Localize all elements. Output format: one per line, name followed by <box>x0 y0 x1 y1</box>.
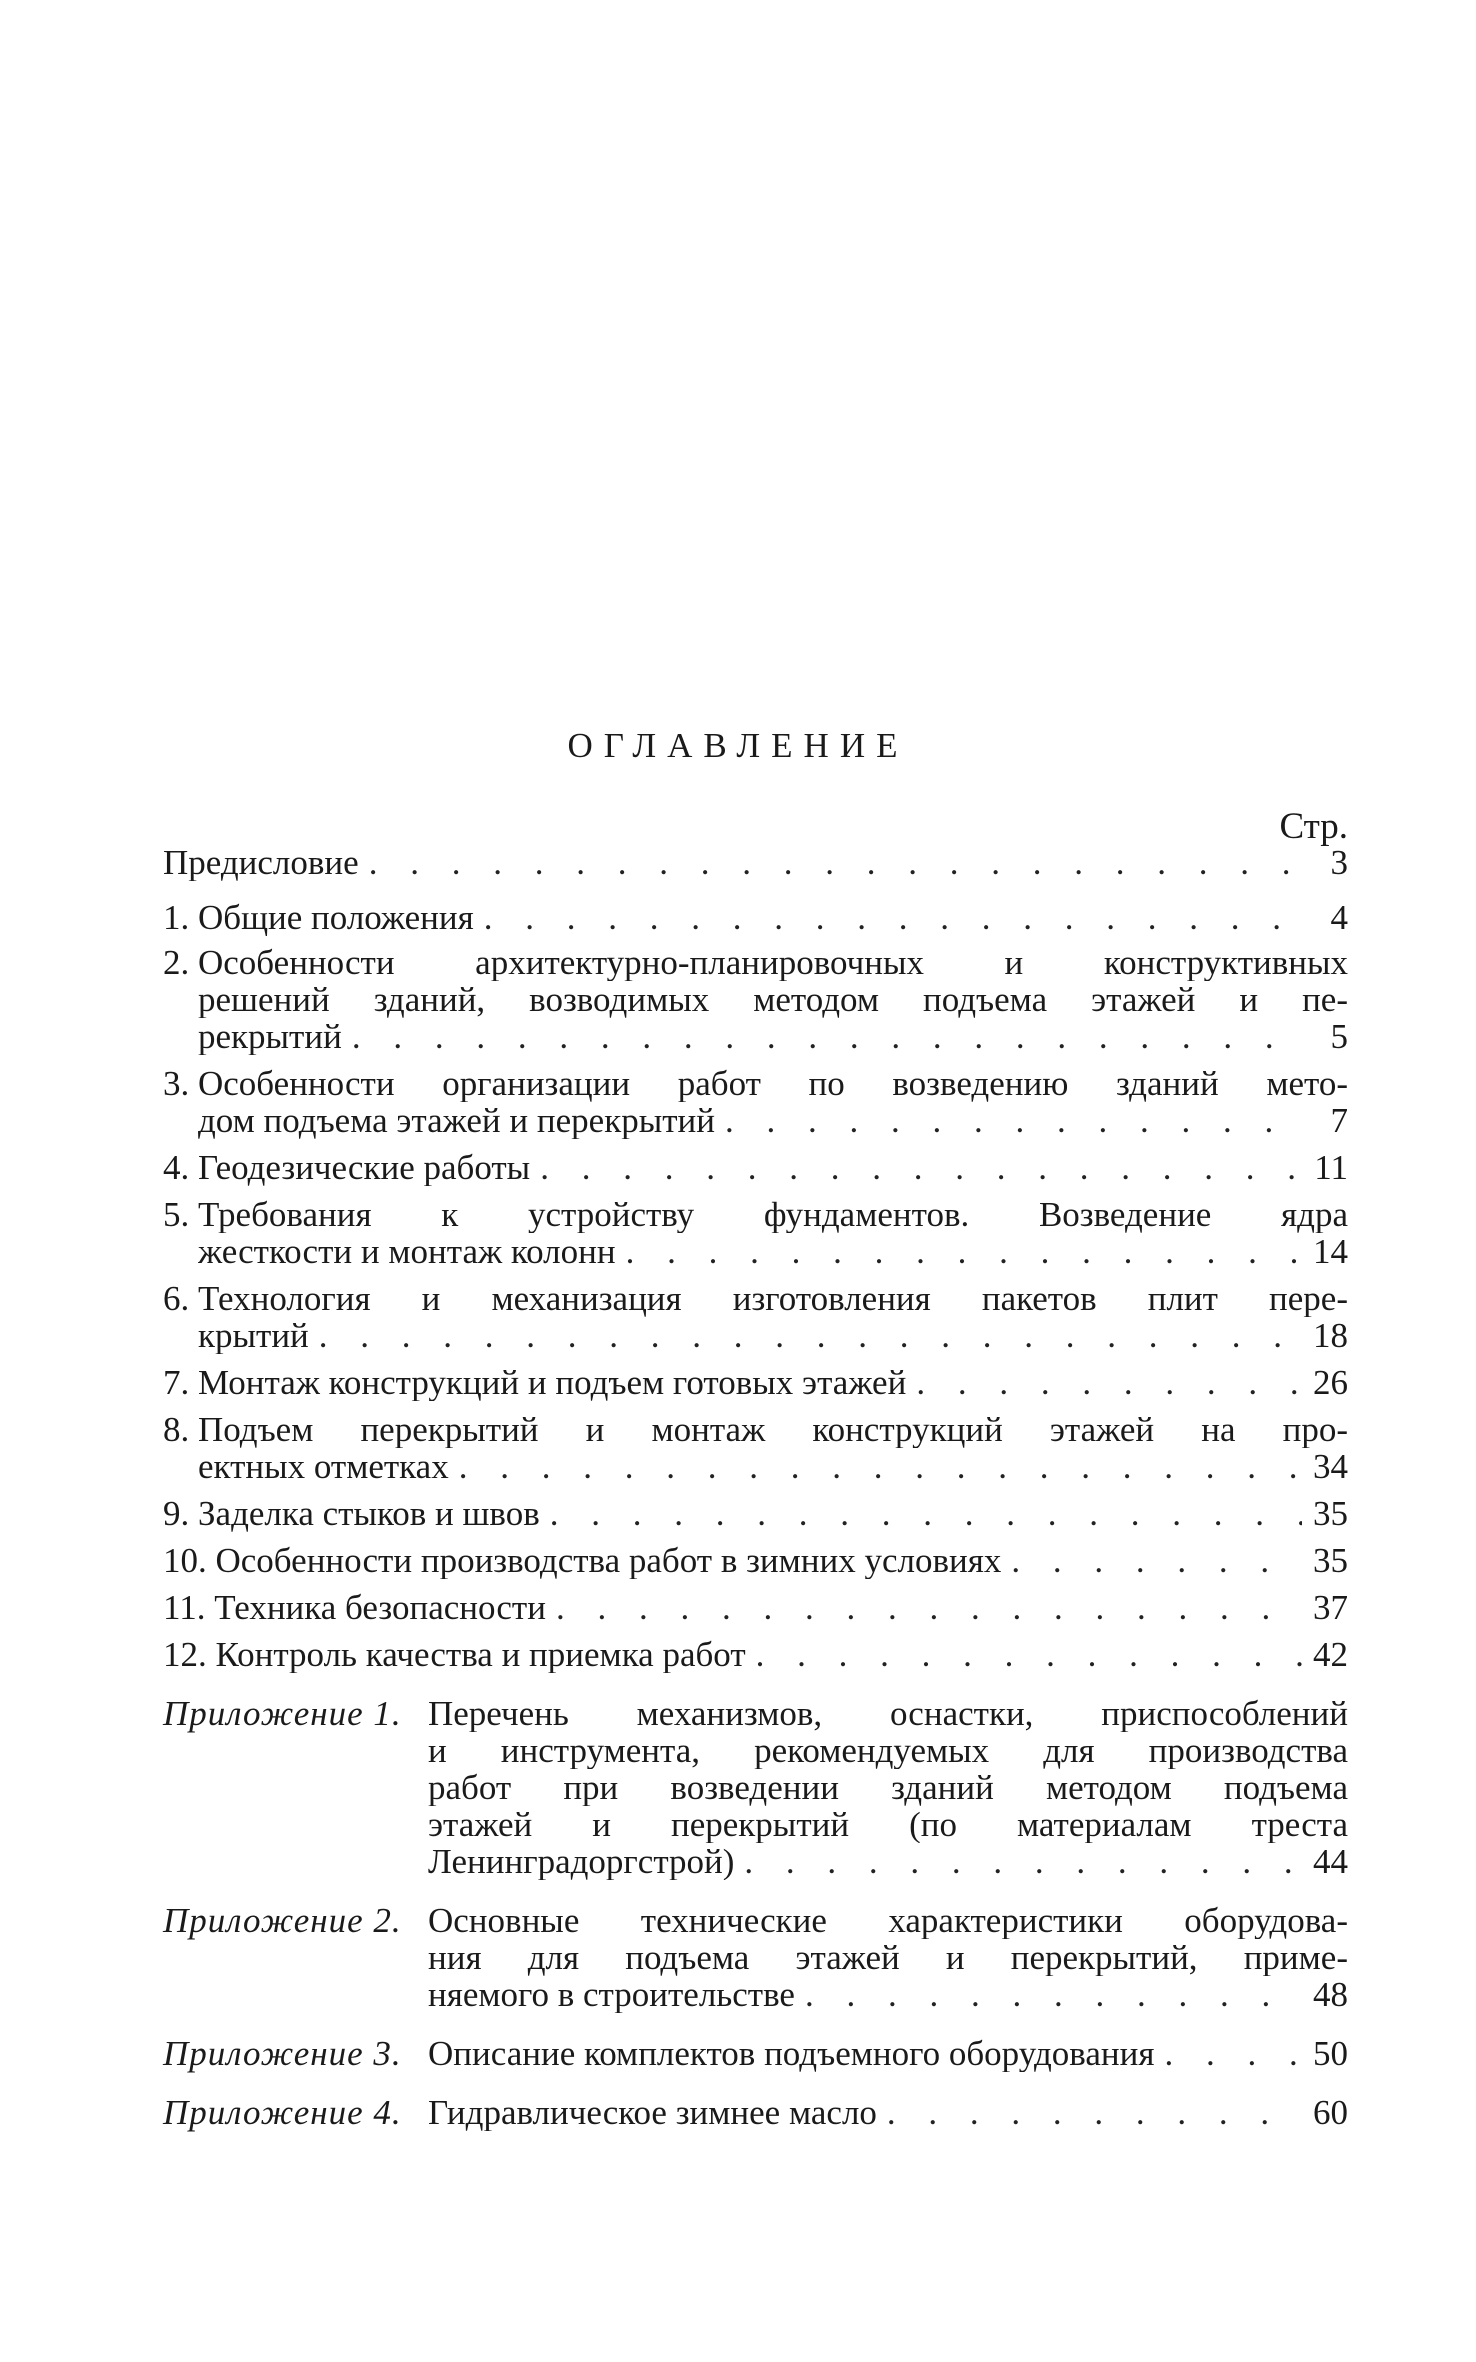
dot-leader <box>715 1102 1302 1139</box>
dot-leader <box>474 899 1302 936</box>
toc-appendix-2[interactable] <box>163 1902 1348 2013</box>
toc-appendix-1[interactable] <box>163 1695 1348 1880</box>
appendix-label: Приложение 4. <box>163 2093 402 2132</box>
dot-leader <box>795 1976 1302 2013</box>
entry-page-number: 11 <box>1314 1149 1348 1186</box>
dot-leader <box>1154 2035 1302 2072</box>
page-column-header: Стр. <box>1279 806 1348 847</box>
toc-entry-4[interactable] <box>163 1149 1348 1186</box>
dot-leader <box>530 1149 1302 1186</box>
entry-title-line: рекрытий <box>198 1018 342 1055</box>
dot-leader <box>359 844 1302 881</box>
entry-title-line: Основные технические характеристики оборудова- <box>428 1902 1348 1939</box>
toc-appendix-3[interactable] <box>163 2035 1348 2072</box>
entry-title-line: ния для подъема этажей и перекрытий, приме- <box>428 1939 1348 1976</box>
entry-title-line: Перечень механизмов, оснастки, приспособлений <box>428 1695 1348 1732</box>
entry-number: 7. <box>163 1363 198 1402</box>
entry-title-line: крытий <box>198 1317 309 1354</box>
entry-title-line: Техника безопасности <box>214 1589 546 1626</box>
entry-title-line: Технология и механизация изготовления пакетов плит пере- <box>198 1280 1348 1317</box>
entry-number: 10. <box>163 1541 216 1580</box>
dot-leader <box>449 1448 1302 1485</box>
entry-page-number: 14 <box>1313 1233 1348 1270</box>
entry-title-line: этажей и перекрытий (по материалам треста <box>428 1806 1348 1843</box>
toc-entry-1[interactable] <box>163 899 1348 936</box>
dot-leader <box>877 2094 1302 2131</box>
entry-page-number: 50 <box>1313 2035 1348 2072</box>
entry-number: 9. <box>163 1494 198 1533</box>
toc-appendix-4[interactable] <box>163 2094 1348 2131</box>
entry-title-line: Гидравлическое зимнее масло <box>428 2094 877 2131</box>
entry-title-line: Подъем перекрытий и монтаж конструкций этажей на про- <box>198 1411 1348 1448</box>
entry-number: 2. <box>163 943 198 982</box>
entry-title-line: Геодезические работы <box>198 1149 531 1186</box>
toc-entries <box>163 844 1348 2131</box>
dot-leader <box>906 1364 1302 1401</box>
entry-title-line: Монтаж конструкций и подъем готовых этажей <box>198 1364 907 1401</box>
toc-entry-7[interactable] <box>163 1364 1348 1401</box>
entry-title-line: Заделка стыков и швов <box>198 1495 540 1532</box>
entry-page-number: 4 <box>1330 899 1348 936</box>
entry-title-line: жесткости и монтаж колонн <box>198 1233 616 1270</box>
entry-number: 4. <box>163 1148 198 1187</box>
entry-number: 12. <box>163 1635 216 1674</box>
entry-title-line: ектных отметках <box>198 1448 449 1485</box>
toc-entry-9[interactable] <box>163 1495 1348 1532</box>
dot-leader <box>540 1495 1302 1532</box>
entry-title-line: дом подъема этажей и перекрытий <box>198 1102 715 1139</box>
dot-leader <box>616 1233 1302 1270</box>
page-title: ОГЛАВЛЕНИЕ <box>567 726 909 765</box>
entry-page-number: 26 <box>1313 1364 1348 1401</box>
toc-entry-12[interactable] <box>163 1636 1348 1673</box>
entry-title-line: Особенности архитектурно-планировочных и конструктивных <box>198 944 1348 981</box>
appendix-label: Приложение 3. <box>163 2034 402 2073</box>
toc-entry-11[interactable] <box>163 1589 1348 1626</box>
toc-entry-10[interactable] <box>163 1542 1348 1579</box>
entry-page-number: 60 <box>1313 2094 1348 2131</box>
entry-page-number: 18 <box>1313 1317 1348 1354</box>
entry-page-number: 35 <box>1313 1495 1348 1532</box>
entry-number: 6. <box>163 1279 198 1318</box>
toc-entry-6[interactable] <box>163 1280 1348 1354</box>
entry-title-line: няемого в строительстве <box>428 1976 795 2013</box>
entry-page-number: 34 <box>1313 1448 1348 1485</box>
toc-entry-preface[interactable] <box>163 844 1348 881</box>
entry-title-line: Требования к устройству фундаментов. Возведение ядра <box>198 1196 1348 1233</box>
entry-number: 8. <box>163 1410 198 1449</box>
entry-title-line: Описание комплектов подъемного оборудования <box>428 2035 1155 2072</box>
entry-page-number: 7 <box>1330 1102 1348 1139</box>
entry-title-line: Контроль качества и приемка работ <box>215 1636 746 1673</box>
toc-entry-2[interactable] <box>163 944 1348 1055</box>
dot-leader <box>746 1636 1302 1673</box>
entry-title-line: и инструмента, рекомендуемых для производства <box>428 1732 1348 1769</box>
dot-leader <box>546 1589 1302 1626</box>
dot-leader <box>734 1843 1302 1880</box>
entry-page-number: 42 <box>1313 1636 1348 1673</box>
entry-page-number: 5 <box>1330 1018 1348 1055</box>
entry-number: 5. <box>163 1195 198 1234</box>
entry-title-line: Особенности производства работ в зимних условиях <box>215 1542 1002 1579</box>
toc-entry-3[interactable] <box>163 1065 1348 1139</box>
appendix-label: Приложение 2. <box>163 1901 402 1940</box>
entry-title-line: Ленинградоргстрой) <box>428 1843 735 1880</box>
entry-page-number: 35 <box>1313 1542 1348 1579</box>
entry-page-number: 37 <box>1313 1589 1348 1626</box>
entry-page-number: 48 <box>1313 1976 1348 2013</box>
toc-entry-5[interactable] <box>163 1196 1348 1270</box>
dot-leader <box>309 1317 1302 1354</box>
entry-title-line: решений зданий, возводимых методом подъема этажей и пе- <box>198 981 1348 1018</box>
entry-number: 3. <box>163 1064 198 1103</box>
entry-number: 11. <box>163 1588 215 1627</box>
appendix-label: Приложение 1. <box>163 1694 402 1733</box>
entry-title-line: Общие положения <box>198 899 474 936</box>
entry-title-line: Особенности организации работ по возведению зданий мето- <box>198 1065 1348 1102</box>
dot-leader <box>342 1018 1302 1055</box>
dot-leader <box>1001 1542 1302 1579</box>
entry-page-number: 44 <box>1313 1843 1348 1880</box>
entry-title-line: Предисловие <box>163 844 359 881</box>
toc-entry-8[interactable] <box>163 1411 1348 1485</box>
entry-number: 1. <box>163 898 198 937</box>
entry-title-line: работ при возведении зданий методом подъема <box>428 1769 1348 1806</box>
entry-page-number: 3 <box>1330 844 1348 881</box>
